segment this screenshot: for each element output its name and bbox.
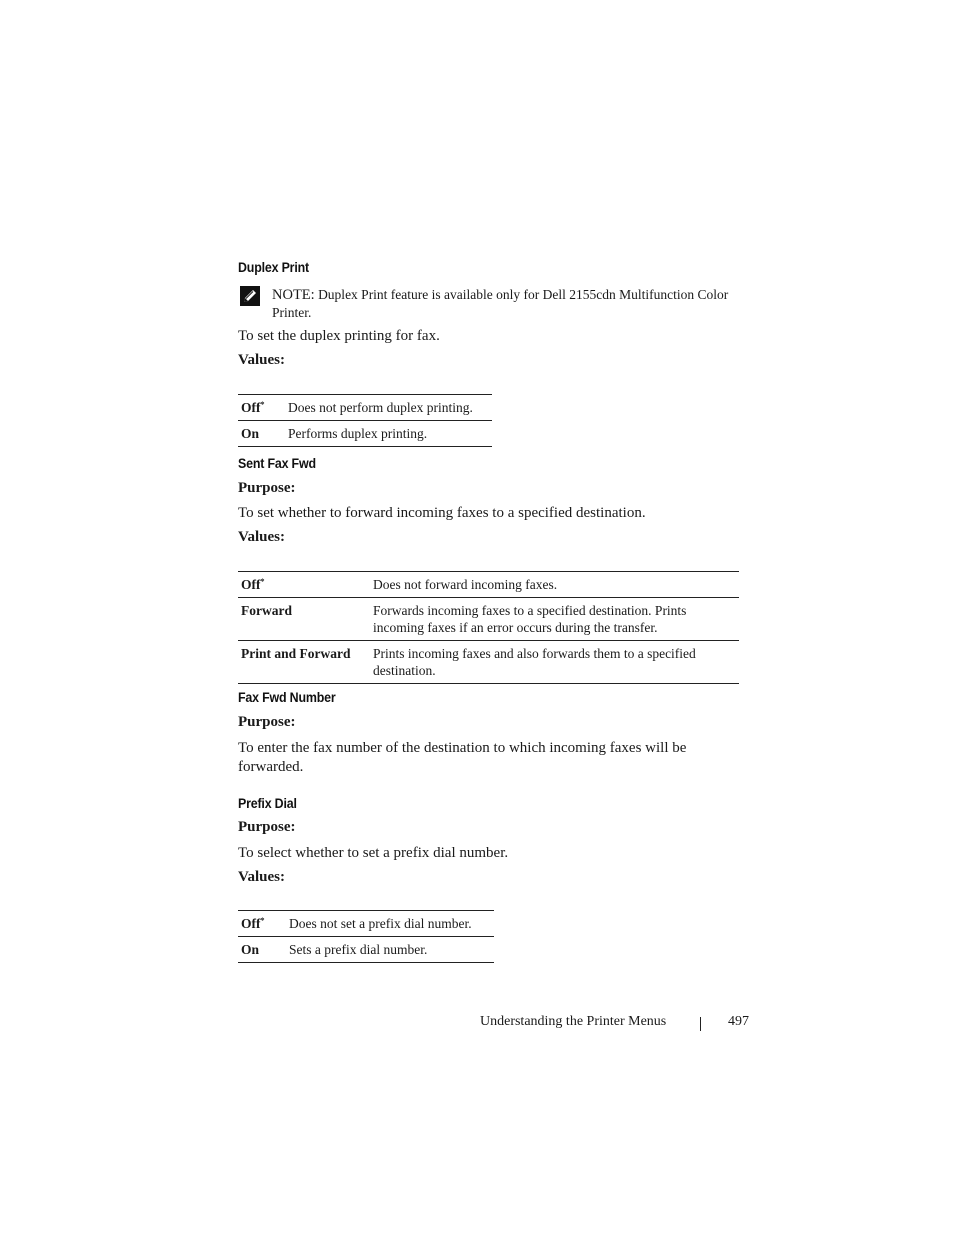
- table-row: [238, 598, 739, 641]
- table-row: [238, 641, 739, 684]
- value-desc: Performs duplex printing.: [288, 426, 428, 441]
- fax-fwd-purpose: To enter the fax number of the destination to which incoming faxes will be forwarded.: [238, 740, 687, 775]
- value-desc: Prints incoming faxes and also forwards them to a specified destination.: [373, 646, 696, 678]
- value-desc: Does not forward incoming faxes.: [373, 577, 558, 592]
- sent-fax-values-label: Values:: [238, 529, 285, 545]
- value-key: On: [241, 942, 260, 957]
- duplex-values-table: [238, 394, 492, 447]
- note-label: NOTE:: [272, 287, 315, 303]
- heading-sent-fax-fwd: Sent Fax Fwd: [238, 456, 316, 471]
- prefix-purpose-label: Purpose:: [238, 819, 296, 835]
- duplex-values-label: Values:: [238, 352, 285, 368]
- table-row: [238, 911, 494, 937]
- heading-prefix-dial: Prefix Dial: [238, 796, 297, 811]
- heading-fax-fwd-number: Fax Fwd Number: [238, 690, 336, 705]
- value-desc: Sets a prefix dial number.: [289, 942, 428, 957]
- note-body: Duplex Print feature is available only for Dell 2155cdn Multifunction Color Printer.: [272, 287, 729, 320]
- value-desc: Does not set a prefix dial number.: [289, 916, 472, 931]
- heading-duplex-print: Duplex Print: [238, 260, 309, 275]
- value-desc: Does not perform duplex printing.: [288, 400, 473, 415]
- duplex-description: To set the duplex printing for fax.: [238, 328, 440, 344]
- footer-chapter: Understanding the Printer Menus: [480, 1014, 667, 1029]
- fax-fwd-purpose-label: Purpose:: [238, 714, 296, 730]
- note-pencil-icon: [240, 286, 260, 306]
- table-row: [238, 421, 492, 447]
- note-text: [272, 286, 742, 321]
- value-desc: Forwards incoming faxes to a specified destination. Prints incoming faxes if an error occurs during the transfer.: [373, 603, 687, 635]
- value-key: Off*: [241, 577, 265, 592]
- value-key: Off*: [241, 916, 265, 931]
- table-row: [238, 937, 494, 963]
- prefix-values-label: Values:: [238, 869, 285, 885]
- sent-fax-purpose: To set whether to forward incoming faxes to a specified destination.: [238, 505, 646, 521]
- sent-fax-values-table: [238, 571, 739, 684]
- table-row: [238, 395, 492, 421]
- value-key: Off*: [241, 400, 265, 415]
- sent-fax-purpose-label: Purpose:: [238, 480, 296, 496]
- value-key: Print and Forward: [241, 646, 351, 661]
- footer-divider: [700, 1017, 701, 1031]
- page-number: 497: [728, 1014, 749, 1029]
- prefix-values-table: [238, 910, 494, 963]
- prefix-purpose: To select whether to set a prefix dial number.: [238, 845, 509, 861]
- table-row: [238, 572, 739, 598]
- value-key: Forward: [241, 603, 292, 618]
- value-key: On: [241, 426, 260, 441]
